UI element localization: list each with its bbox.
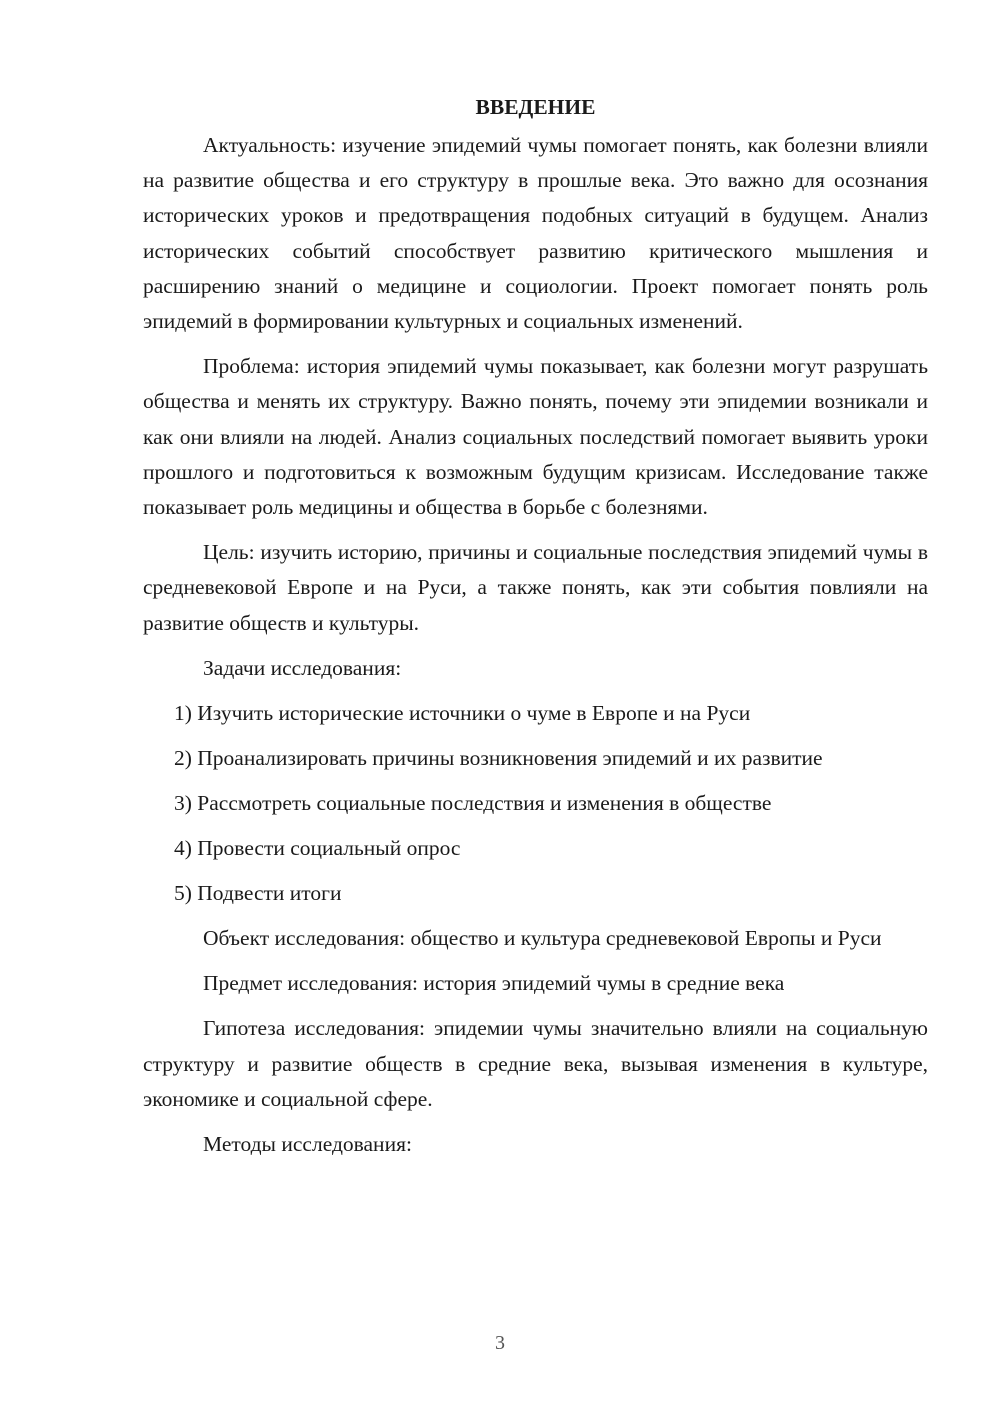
relevance-paragraph: Актуальность: изучение эпидемий чумы помогает понять, как болезни влияли на развитие общества и его структуру в прошлые века. Это важно для осознания исторических уроков и предотвращения подобных ситуаций в будущем. Анализ исторических событий способствует развитию критического мышления и расширению знаний о медицине и социологии. Проект помогает понять роль эпидемий в формировании культурных и социальных изменений. — [143, 133, 928, 334]
tasks-list — [143, 696, 928, 911]
subject-paragraph: Предмет исследования: история эпидемий чумы в средние века — [203, 971, 785, 996]
hypothesis-paragraph: Гипотеза исследования: эпидемии чумы значительно влияли на социальную структуру и развитие обществ в средние века, вызывая изменения в культуре, экономике и социальной сфере. — [143, 1016, 928, 1111]
page-number: 3 — [495, 1332, 505, 1354]
object-paragraph: Объект исследования: общество и культура средневековой Европы и Руси — [203, 926, 882, 951]
task-item: 1) Изучить исторические источники о чуме в Европе и на Руси — [174, 701, 751, 726]
tasks-heading: Задачи исследования: — [203, 655, 402, 680]
document-title: ВВЕДЕНИЕ — [475, 95, 596, 119]
problem-paragraph: Проблема: история эпидемий чумы показывает, как болезни могут разрушать общества и менять их структуру. Важно понять, почему эти эпидемии возникали и как они влияли на людей. Анализ социальных последствий помогает выявить уроки прошлого и подготовиться к возможным будущим кризисам. Исследование также показывает роль медицины и общества в борьбе с болезнями. — [143, 354, 928, 520]
document-page — [143, 92, 928, 1172]
task-item: 4) Провести социальный опрос — [174, 836, 461, 861]
task-item: 3) Рассмотреть социальные последствия и изменения в обществе — [174, 791, 772, 816]
goal-paragraph: Цель: изучить историю, причины и социальные последствия эпидемий чумы в средневековой Европе и на Руси, а также понять, как эти события повлияли на развитие обществ и культуры. — [143, 540, 928, 635]
methods-heading: Методы исследования: — [203, 1132, 412, 1157]
task-item: 5) Подвести итоги — [174, 881, 342, 906]
task-item: 2) Проанализировать причины возникновения эпидемий и их развитие — [174, 746, 823, 771]
